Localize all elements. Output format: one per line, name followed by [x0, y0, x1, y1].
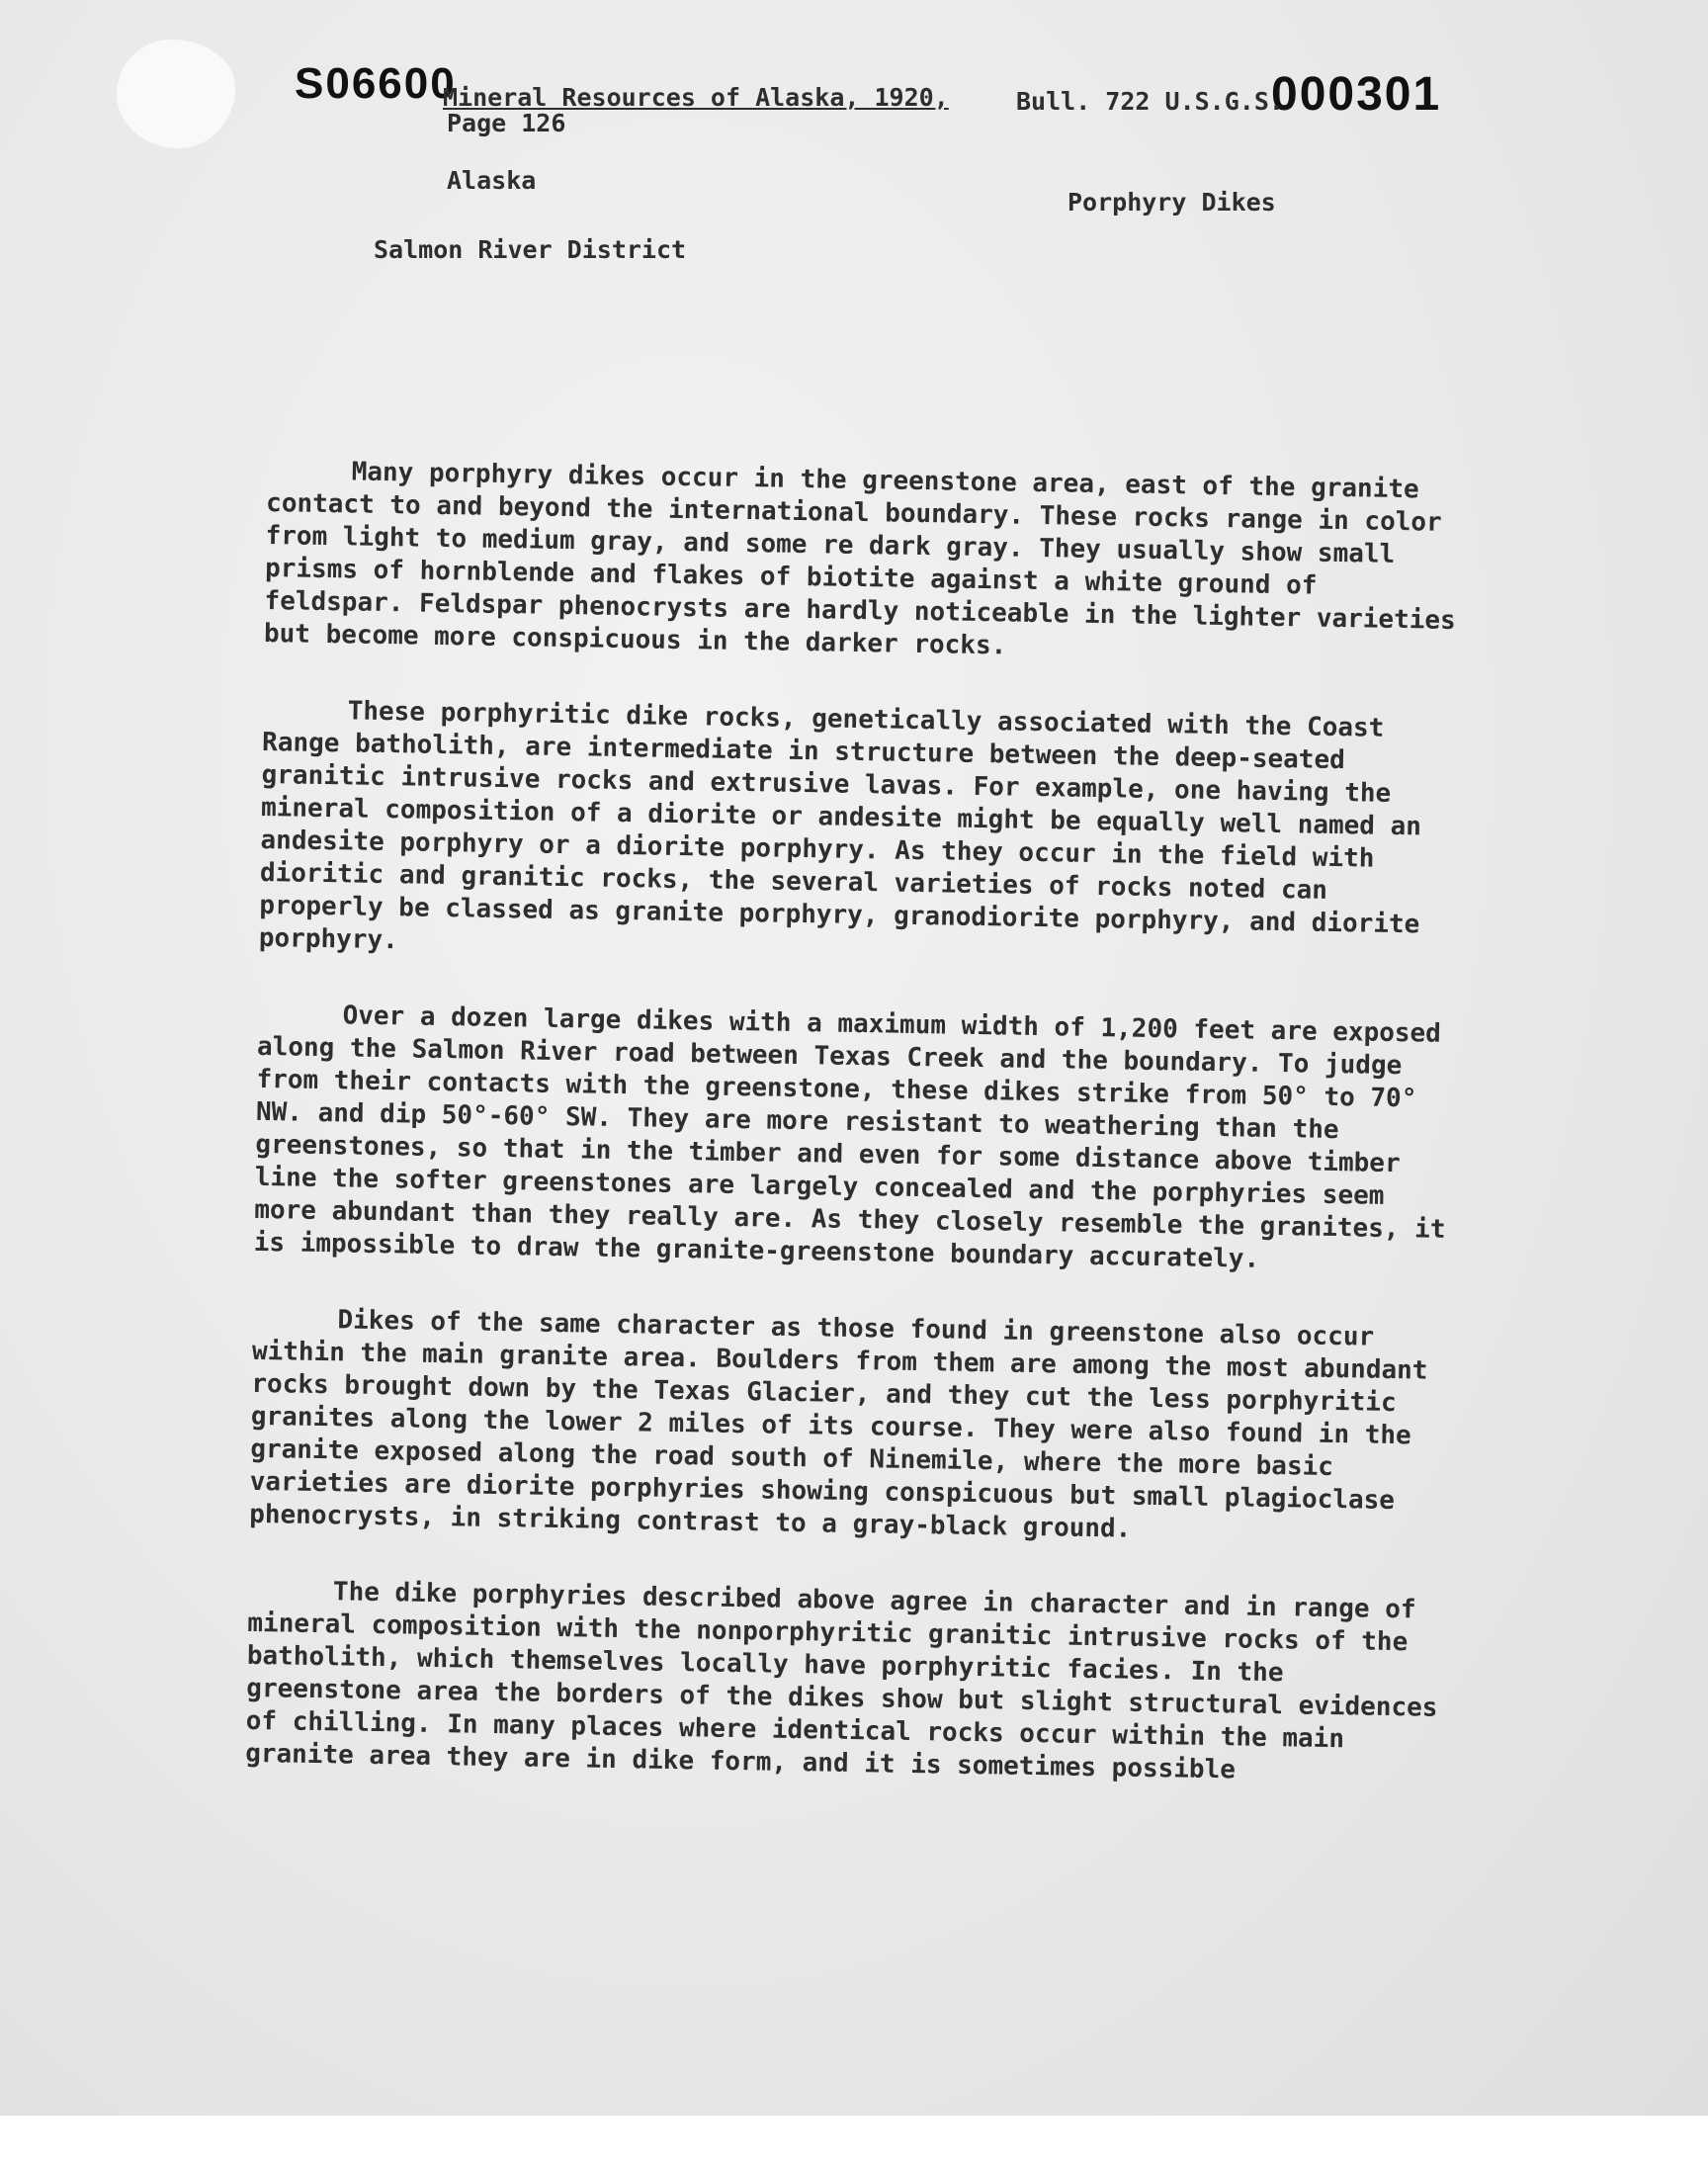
paragraph: Many porphyry dikes occur in the greenstone area, east of the granite contact to and beyond the international boundary. These rocks range in color from light to medium gray, and some re dark gray. They usually show small prisms of hornblende and flakes of biotite against a white ground of feldspar. Feldspar phenocrysts are hardly noticeable in the lighter varieties but become more conspicuous in the darker rocks. [263, 457, 1472, 661]
paragraph: The dike porphyries described above agree in character and in range of mineral composition with the nonporphyritic granitic intrusive rocks of the batholith, which themselves locally have porphyritic facies. In the greenstone area the borders of the dikes show but slight structural evidences of chilling. In many places where identical rocks occur within the main granite area they are in dike form, and it is sometimes possible [244, 1577, 1454, 1785]
paragraph: Dikes of the same character as those found in greenstone also occur within the main granite area. Boulders from them are among the most abundant rocks brought down by the Texas Glacier, and they cut the less porphyritic granites along the lower 2 miles of its course. They were also found in the granite exposed along the road south of Ninemile, where the more basic varieties are diorite porphyries showing conspicuous but small plagioclase phenocrysts, in striking contrast to a gray-black ground. [248, 1305, 1444, 1544]
document-number-stamp-right: 000301 [1271, 68, 1442, 121]
paragraph: Over a dozen large dikes with a maximum width of 1,200 feet are exposed along the Salmon River road between Texas Creek and the boundary. To judge from their contacts with the greenstone, these dikes strike from 50° to 70° NW. and dip 50°-60° SW. They are more resistant to weathering than the greenstones, so that in the timber and even for some distance above timber line the softer greenstones are largely concealed and the porphyries seem more abundant than they really are. As they closely resemble the granites, it is impossible to draw the granite-greenstone boundary accurately. [253, 1000, 1462, 1274]
source-reference: Bull. 722 U.S.G.S. [1016, 87, 1284, 116]
source-title: Mineral Resources of Alaska, 1920, [443, 83, 949, 112]
torn-corner [117, 40, 235, 148]
district-heading: Salmon River District [374, 235, 687, 264]
document-number-stamp-left: S06600 [295, 59, 457, 108]
page-reference: Page 126 [447, 109, 566, 137]
paragraph: These porphyritic dike rocks, genetically associated with the Coast Range batholith, are intermediate in structure between the deep-seated granitic intrusive rocks and extrusive lavas. For example, one having the mineral composition of a diorite or andesite might be equally well named an andesite porphyry or a diorite porphyry. As they occur in the field with dioritic and granitic rocks, the several varieties of rocks noted can properly be classed as granite porphyry, granodiorite porphyry, and diorite porphyry. [258, 696, 1437, 956]
region-heading: Alaska [447, 166, 537, 195]
body-text [244, 455, 1473, 1834]
topic-heading: Porphyry Dikes [1068, 188, 1276, 217]
